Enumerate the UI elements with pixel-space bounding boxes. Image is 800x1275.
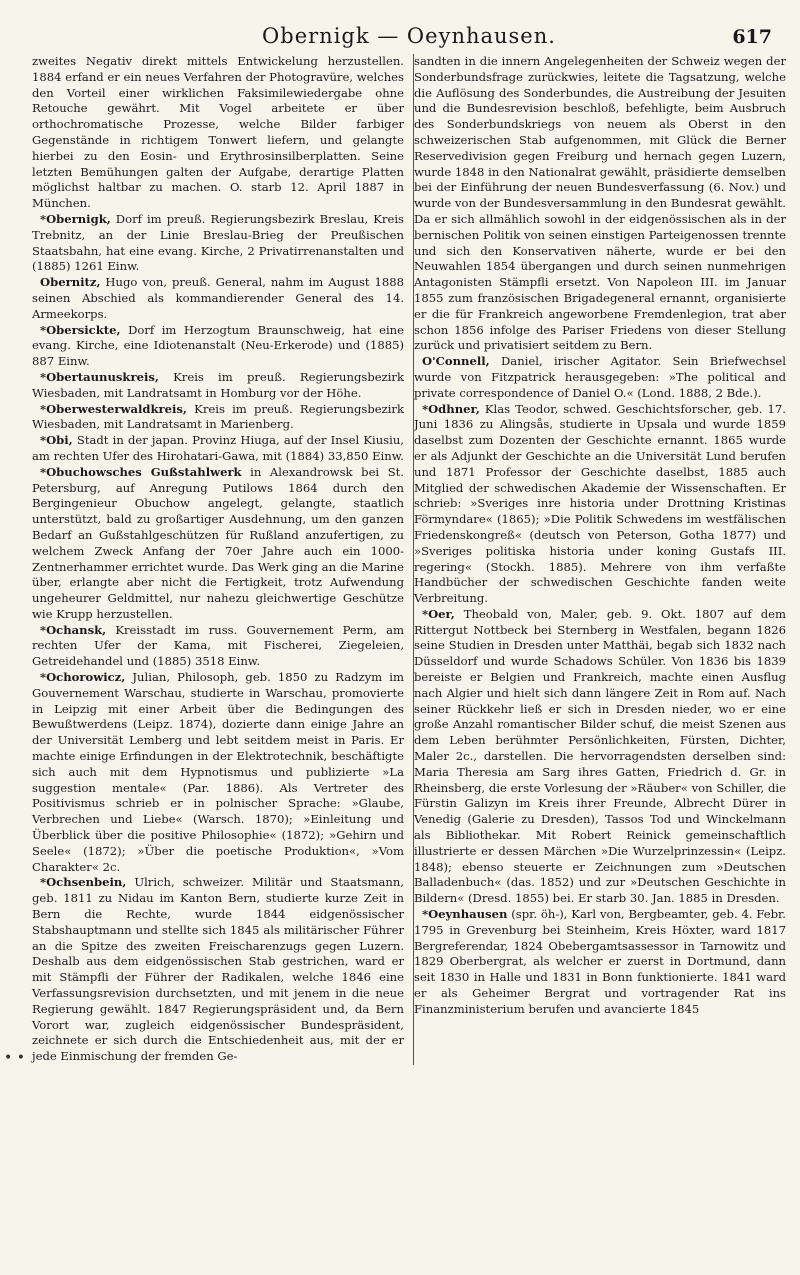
dictionary-entry — [32, 323, 404, 370]
dictionary-entry — [32, 275, 404, 322]
dictionary-entry — [414, 907, 786, 1018]
entry-text: Theobald von, Maler, geb. 9. Okt. 1807 auf dem Rittergut Nottbeck bei Sternberg in Westfalen, begann 1826 seine Studien in Dresden unter Matthäi, begab sich 1832 nach Düsseldorf und wurde Schadows Schüler. Von 1836 bis 1839 bereiste er Belgien und Frankreich, machte einen Ausflug nach Algier und hielt sich dann längere Zeit in Rom auf. Nach seiner Rückkehr ließ er sich in Dresden nieder, wo er eine große Anzahl romantischer Bilder schuf, die meist Szenen aus dem Leben berühmter Persönlichkeiten, Fürsten, Dichter, Maler 2c., darstellen. Die hervorragendsten derselben sind: Maria Theresia am Sarg ihres Gatten, Friedrich d. Gr. in Rheinsberg, die erste Vorlesung der »Räuber« von Schiller, die Fürstin Galizyn im Kreis ihrer Freunde, Albrecht Dürer in Venedig (Galerie zu Dresden), Tassos Tod und Winckelmann als Bibliothekar. Mit Robert Reinick gemeinschaftlich illustrierte er dessen Märchen »Die Wurzelprinzessin« (Leipz. 1848); ebenso steuerte er Zeichnungen zum »Deutschen Balladenbuch« (das. 1852) und zur »Deutschen Geschichte in Bildern« (Dresd. 1855) bei. Er starb 30. Jan. 1885 in Dresden. — [414, 606, 786, 906]
entry-headword: *Ochorowicz, — [40, 670, 126, 685]
entry-text: Kreisstadt im russ. Gouvernement Perm, am rechten Ufer der Kama, mit Fischerei, Ziegeleien, Getreidehandel und (1885) 3518 Einw. — [32, 622, 404, 669]
dictionary-entry — [32, 670, 404, 875]
entry-text: Ulrich, schweizer. Militär und Staatsmann, geb. 1811 zu Nidau im Kanton Bern, studierte kurze Zeit in Bern die Rechte, wurde 1844 eidgenössischer Stabshauptmann und stellte sich 1845 als militärischer Führer an die Spitze des zweiten Freischarenzugs gegen Luzern. Deshalb aus dem eidgenössischen Stab gestrichen, ward er mit Stämpfli der Führer der Radikalen, welche 1846 eine Verfassungsrevision durchsetzten, und mit jenem in die neue Regierung gewählt. 1847 Regierungspräsident und, da Bern Vorort war, zugleich eidgenössischer Bundespräsident, zeichnete er sich durch die Entschiedenheit aus, mit der er jede Einmischung der fremden Ge- — [32, 875, 404, 1064]
entry-headword: *Obersickte, — [40, 322, 121, 337]
entry-headword: *Obernigk, — [40, 211, 111, 226]
margin-marks: • • — [4, 1050, 25, 1066]
dictionary-entry — [414, 54, 786, 354]
entry-headword: *Obi, — [40, 433, 73, 448]
page-number: 617 — [732, 26, 772, 48]
page-header — [32, 14, 786, 54]
entry-headword: *Ochansk, — [40, 622, 107, 637]
entry-headword: *Ochsenbein, — [40, 875, 127, 890]
entry-text: Dorf im preuß. Regierungsbezirk Breslau, Kreis Trebnitz, an der Linie Breslau-Brieg der Preußischen Staatsbahn, hat eine evang. Kirche, 2 Privatirrenanstalten und (1885) 1261 Einw. — [32, 211, 404, 274]
entry-text: Stadt in der japan. Provinz Hiuga, auf der Insel Kiusiu, am rechten Ufer des Hirohatari-Gawa, mit (1884) 33,850 Einw. — [32, 433, 404, 463]
right-column — [414, 54, 786, 1065]
entry-text: Kreis im preuß. Regierungsbezirk Wiesbaden, mit Landratsamt in Homburg vor der Höhe. — [32, 369, 404, 400]
dictionary-entry — [32, 212, 404, 275]
entry-text: Daniel, irischer Agitator. Sein Briefwechsel wurde von Fitzpatrick herausgegeben: »The political and private correspondence of Daniel O.« (Lond. 1888, 2 Bde.). — [414, 354, 786, 400]
dictionary-entry — [32, 402, 404, 434]
entry-headword: *Oberwesterwaldkreis, — [40, 401, 187, 416]
dictionary-entry — [32, 433, 404, 465]
entry-text: in Alexandrowsk bei St. Petersburg, auf Anregung Putilows 1864 durch den Bergingenieur Obuchow angelegt, gelangte, staatlich unterstützt, bald zu großartiger Ausdehnung, um den ganzen Bedarf an Gußstahlgeschützen für Rußland anzufertigen, zu welchem Zweck Anfang der 70er Jahre auch ein 1000-Zentnerhammer errichtet wurde. Das Werk ging an die Marine über, erlangte aber nicht die Fertigkeit, trotz Aufwendung ungeheurer Geldmittel, nur nahezu gleichwertige Geschütze wie Krupp herzustellen. — [32, 464, 404, 621]
entry-headword: O'Connell, — [422, 354, 490, 369]
dictionary-entry — [32, 370, 404, 402]
entry-text: Kreis im preuß. Regierungsbezirk Wiesbaden, mit Landratsamt in Marienberg. — [32, 401, 404, 432]
entry-text: Klas Teodor, schwed. Geschichtsforscher, geb. 17. Juni 1836 zu Alingsås, studierte in Upsala und wurde 1859 daselbst zum Dozenten der Geschichte ernannt. 1865 wurde er als Adjunkt der Geschichte an die Universität Lund berufen und 1871 Professor der Geschichte daselbst, 1885 auch Mitglied der schwedischen Akademie der Wissenschaften. Er schrieb: »Sveriges inre historia under Drottning Kristinas Förmyndare« (1865); »Die Politik Schwedens im westfälischen Friedenskongreß« (deutsch von Peterson, Gotha 1877) und »Sveriges politiska historia under koning Gustafs III. regering« (Stockh. 1885). Mehrere von ihm verfaßte Handbücher der schwedischen Geschichte fanden weite Verbreitung. — [414, 401, 786, 606]
dictionary-entry — [32, 465, 404, 623]
entry-text: Hugo von, preuß. General, nahm im August 1888 seinen Abschied als kommandierender General des 14. Armeekorps. — [32, 275, 404, 321]
entry-headword: *Oeynhausen — [422, 907, 508, 922]
running-title: Obernigk — Oeynhausen. — [262, 24, 556, 48]
left-column — [32, 54, 404, 1065]
entry-text: zweites Negativ direkt mittels Entwickelung herzustellen. 1884 erfand er ein neues Verfahren der Photogravüre, welches den Vorteil einer wirklichen Faksimilewiedergabe ohne Retouche gewährt. Mit Vogel arbeitete er über orthochromatische Prozesse, welche Bilder farbiger Gegenstände in richtigem Tonwert liefern, und gelangte hierbei zu den Eosin- und Erythrosinsilberplatten. Seine letzten Bemühungen galten der Aufgabe, derartige Platten möglichst haltbar zu machen. O. starb 12. April 1887 in München. — [32, 54, 404, 211]
entry-headword: *Obuchowsches Gußstahlwerk — [40, 464, 242, 479]
dictionary-entry — [32, 623, 404, 670]
column-divider — [413, 54, 414, 1065]
entry-text: Dorf im Herzogtum Braunschweig, hat eine evang. Kirche, eine Idiotenanstalt (Neu-Erkerode) und (1885) 887 Einw. — [32, 322, 404, 369]
dictionary-entry — [32, 54, 404, 212]
entry-text: Julian, Philosoph, geb. 1850 zu Radzym im Gouvernement Warschau, studierte in Warschau, promovierte in Leipzig mit einer Arbeit über die Bedingungen des Bewußtwerdens (Leipz. 1874), dozierte dann einige Jahre an der Universität Lemberg und lebt seitdem meist in Paris. Er machte einige Erfindungen in der Elektrotechnik, beschäftigte sich auch mit dem Hypnotismus und publizierte »La suggestion mentale« (Par. 1886). Als Vertreter des Positivismus schrieb er in polnischer Sprache: »Glaube, Verbrechen und Liebe« (Warsch. 1870); »Einleitung und Überblick über die positive Philosophie« (1872); »Gehirn und Seele« (1872); »Über die poetische Produktion«, »Vom Charakter« 2c. — [32, 670, 404, 874]
entry-headword: *Oer, — [422, 606, 455, 621]
entry-headword: *Odhner, — [422, 401, 480, 416]
dictionary-entry — [32, 875, 404, 1065]
dictionary-entry — [414, 354, 786, 401]
dictionary-entry — [414, 607, 786, 907]
dictionary-entry — [414, 402, 786, 607]
entry-headword: Obernitz, — [40, 275, 101, 290]
entry-text: (spr. öh-), Karl von, Bergbeamter, geb. 4. Febr. 1795 in Grevenburg bei Steinheim, Kreis Höxter, ward 1817 Bergreferendar, 1824 Obebergamtsassessor in Tarnowitz und 1829 Oberbergrat, als welcher er zuerst in Dortmund, dann seit 1830 in Halle und 1831 in Bonn funktionierte. 1841 ward er als Geheimer Bergrat und vortragender Rat ins Finanzministerium berufen und avancierte 1845 — [414, 907, 786, 1016]
entry-headword: *Obertaunuskreis, — [40, 369, 159, 384]
text-columns — [32, 54, 786, 1065]
entry-text: sandten in die innern Angelegenheiten der Schweiz wegen der Sonderbundsfrage zurückwies, leitete die Tagsatzung, welche die Auflösung des Sonderbundes, die Austreibung der Jesuiten und die Bundesrevision beschloß, befehligte, beim Ausbruch des Sonderbundskriegs von neuem als Oberst in den schweizerischen Stab aufgenommen, mit Glück die Berner Reservedivision gegen Freiburg und hernach gegen Luzern, wurde 1848 in den Nationalrat gewählt, präsidierte demselben bei der Einführung der neuen Bundesverfassung (6. Nov.) und wurde von der Bundesversammlung in den Bundesrat gewählt. Da er sich allmählich sowohl in der eidgenössischen als in der bernischen Politik von seinen einstigen Parteigenossen trennte und sich den Konservativen näherte, wurde er bei den Neuwahlen 1854 übergangen und durch seinen nunmehrigen Antagonisten Stämpfli ersetzt. Von Napoleon III. im Januar 1855 zum französischen Brigadegeneral ernannt, organisierte er die für Frankreich angeworbene Fremdenlegion, trat aber schon 1856 infolge des Pariser Friedens von dieser Stellung zurück und privatisiert seitdem zu Bern. — [414, 54, 786, 353]
